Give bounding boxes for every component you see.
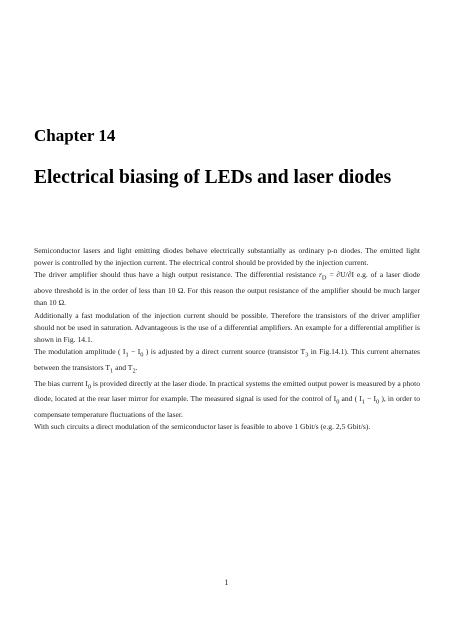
- paragraph-bias-current: The bias current $I_0$ is provided directly at the laser diode. In practical systems the emitted output power is measured by a photo diode, located at the rear laser mirror for example. The measured signal is used for the control of $I_0$ and ( $I_1 - I_0$ ), in order to compensate temperature fluctuations of the laser.: [34, 378, 421, 420]
- chapter-title: Electrical biasing of LEDs and laser diodes: [34, 167, 392, 188]
- body-text: [34, 245, 420, 433]
- paragraph-conclusion: With such circuits a direct modulation of the semiconductor laser is feasible to above 1 Gbit/s (e.g. 2,5 Gbit/s).: [34, 422, 371, 432]
- paragraph-amplitude: The modulation amplitude ( $I_1 - I_0$ ) is adjusted by a direct current source (transistor $T_3$ in Fig.14.1). This current alternates between the transistors $T_1$ and $T_2$.: [34, 347, 420, 375]
- paragraph-intro: Semiconductor lasers and light emitting diodes behave electrically substantially as ordinary p-n diodes. The emitted light power is controlled by the injection current. The electrical control should be provided by the injection current.: [34, 246, 420, 268]
- paragraph-output-resistance: The driver amplifier should thus have a high output resistance. The differential resistance $r_D = \partial U/\partial I$ e.g. of a laser diode above threshold is in the order of less than 10 Ω. For this reason the output resistance of the amplifier should be much larger than 10 Ω.: [34, 270, 420, 308]
- chapter-label: Chapter 14: [34, 126, 116, 145]
- paragraph-modulation: Additionally a fast modulation of the injection current should be possible. Therefore the transistors of the driver amplifier should not be used in saturation. Advantageous is the use of a differential amplifiers. An example for a differential amplifier is shown in Fig. 14.1.: [34, 310, 420, 344]
- page-number: 1: [224, 578, 229, 587]
